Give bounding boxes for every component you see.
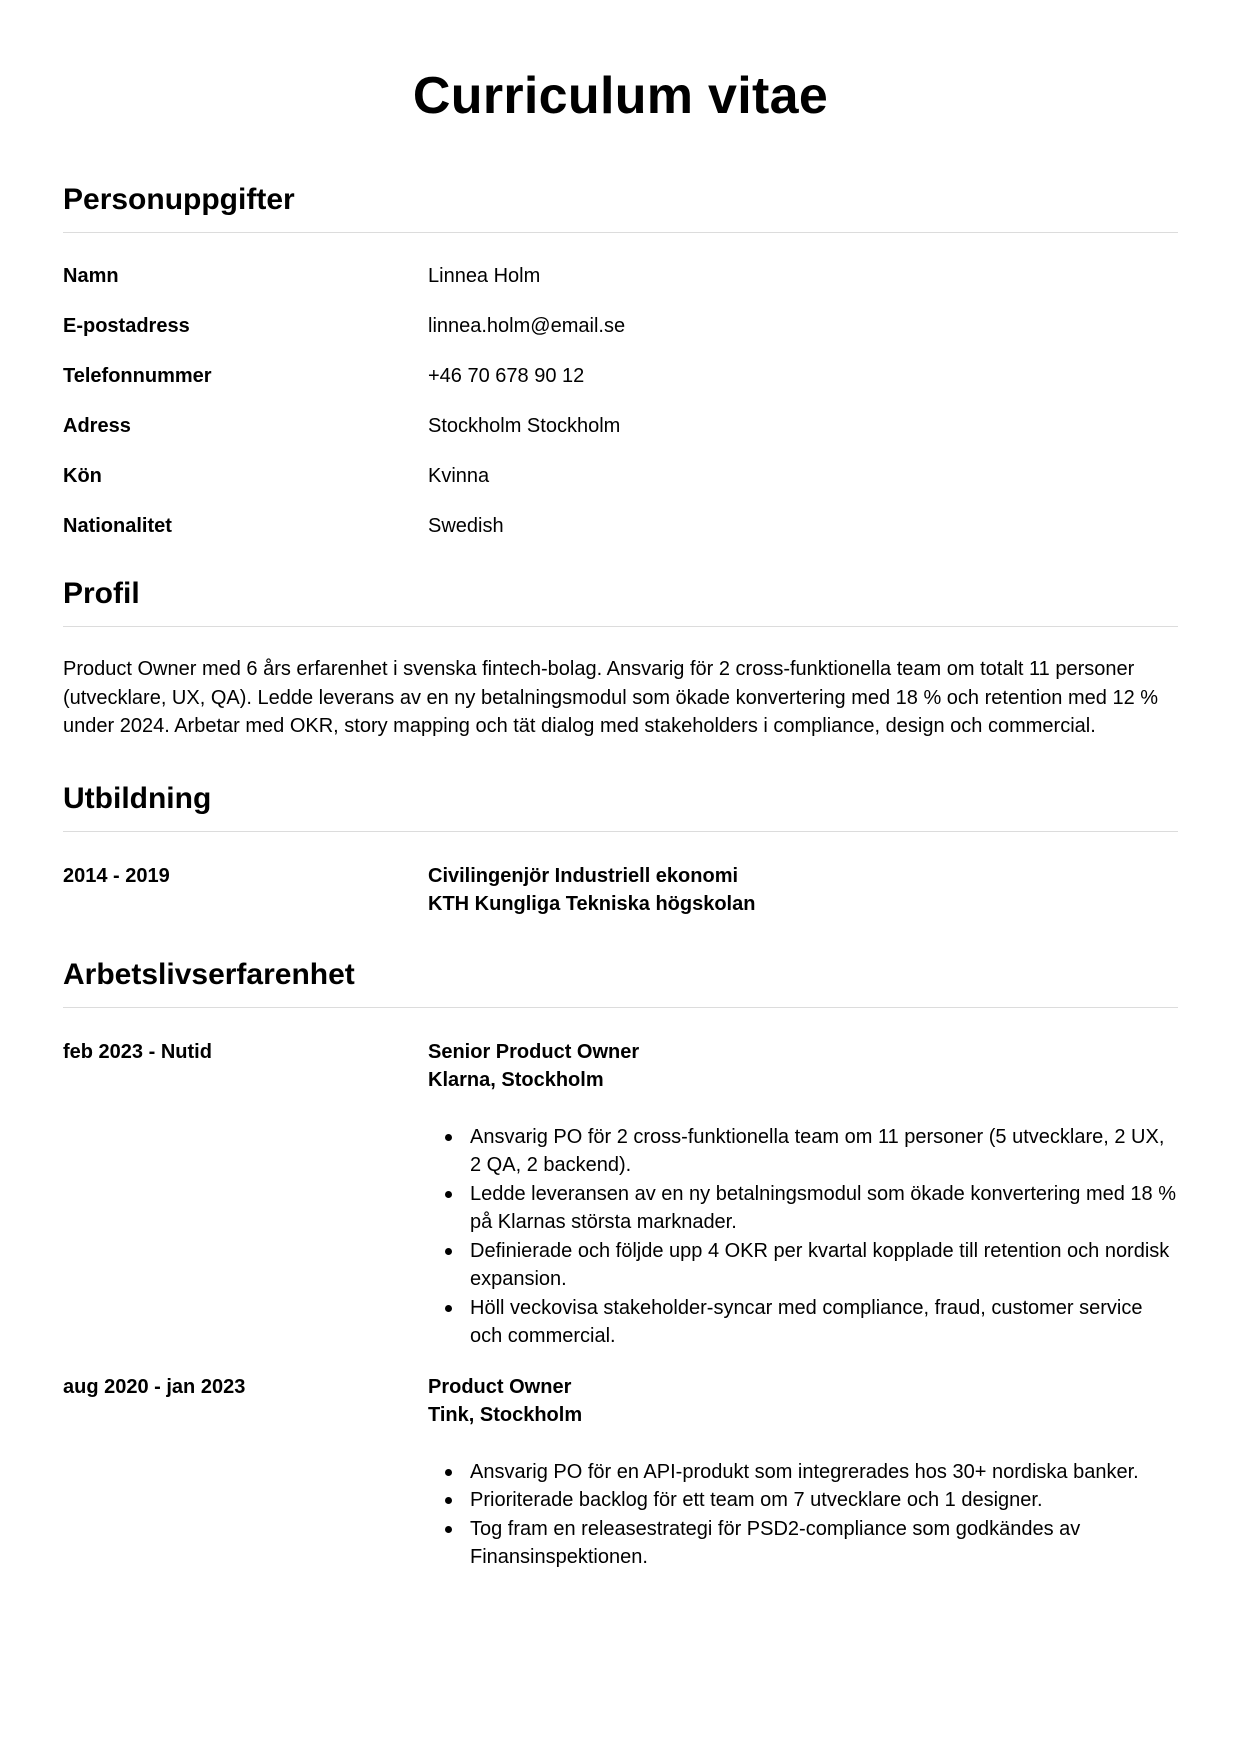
personal-label: Adress (63, 415, 131, 437)
personal-label: Namn (63, 265, 119, 287)
personal-row-phone (63, 364, 1178, 414)
experience-job-title: Senior Product Owner (428, 1040, 640, 1063)
education-entry (63, 862, 1178, 919)
education-school: KTH Kungliga Tekniska högskolan (428, 893, 756, 915)
experience-body (428, 1373, 1178, 1572)
experience-date: aug 2020 - jan 2023 (63, 1375, 246, 1398)
section-heading-experience: Arbetslivserfarenhet (63, 957, 1178, 1008)
list-item: Ledde leveransen av en ny betalningsmodul som ökade konvertering med 18 % på Klarnas största marknader. (470, 1180, 1178, 1237)
personal-row-nationality (63, 514, 1178, 564)
experience-job-title: Product Owner (428, 1375, 572, 1398)
list-item: Ansvarig PO för 2 cross-funktionella team om 11 personer (5 utvecklare, 2 UX, 2 QA, 2 backend). (470, 1123, 1178, 1180)
experience-entry (63, 1038, 1178, 1351)
experience-body (428, 1038, 1178, 1351)
personal-value: linnea.holm@email.se (428, 315, 626, 337)
list-item: Definierade och följde upp 4 OKR per kvartal kopplade till retention och nordisk expansion. (470, 1237, 1178, 1294)
personal-label: E-postadress (63, 315, 190, 337)
experience-section (63, 957, 1178, 1572)
list-item: Tog fram en releasestrategi för PSD2-compliance som godkändes av Finansinspektionen. (470, 1515, 1178, 1572)
list-item: Prioriterade backlog för ett team om 7 utvecklare och 1 designer. (470, 1486, 1178, 1515)
personal-value: Linnea Holm (428, 265, 541, 287)
experience-bullet-list (428, 1458, 1178, 1572)
list-item: Höll veckovisa stakeholder-syncar med compliance, fraud, customer service och commercial. (470, 1294, 1178, 1351)
personal-row-gender (63, 464, 1178, 514)
list-item: Ansvarig PO för en API-produkt som integrerades hos 30+ nordiska banker. (470, 1458, 1178, 1487)
personal-label: Nationalitet (63, 515, 172, 537)
personal-value: Swedish (428, 515, 504, 537)
section-heading-personal: Personuppgifter (63, 182, 1178, 233)
education-body (428, 862, 1178, 919)
profile-summary: Product Owner med 6 års erfarenhet i svenska fintech-bolag. Ansvarig för 2 cross-funktionella team om totalt 11 personer (utvecklare, UX, QA). Ledde leverans av en ny betalningsmodul som ökade konvertering med 18 % och retention med 12 % under 2024. Arbetar med OKR, story mapping och tät dialog med stakeholders i compliance, design och commercial. (63, 658, 1159, 737)
section-heading-education: Utbildning (63, 781, 1178, 832)
personal-row-email (63, 314, 1178, 364)
document-title: Curriculum vitae (412, 67, 829, 125)
education-section (63, 781, 1178, 919)
personal-section (63, 182, 1178, 564)
profile-section (63, 576, 1178, 741)
education-degree: Civilingenjör Industriell ekonomi (428, 864, 739, 887)
experience-entry (63, 1373, 1178, 1572)
personal-value: Stockholm Stockholm (428, 415, 621, 437)
experience-date: feb 2023 - Nutid (63, 1040, 212, 1063)
education-date: 2014 - 2019 (63, 864, 170, 887)
personal-label: Telefonnummer (63, 365, 212, 387)
personal-row-address (63, 414, 1178, 464)
personal-value: Kvinna (428, 465, 490, 487)
experience-employer: Tink, Stockholm (428, 1404, 583, 1426)
experience-bullet-list (428, 1123, 1178, 1351)
personal-row-name (63, 264, 1178, 314)
personal-details (63, 264, 1178, 564)
personal-label: Kön (63, 465, 102, 487)
section-heading-profile: Profil (63, 576, 1178, 627)
personal-value: +46 70 678 90 12 (428, 365, 585, 387)
experience-employer: Klarna, Stockholm (428, 1069, 604, 1091)
